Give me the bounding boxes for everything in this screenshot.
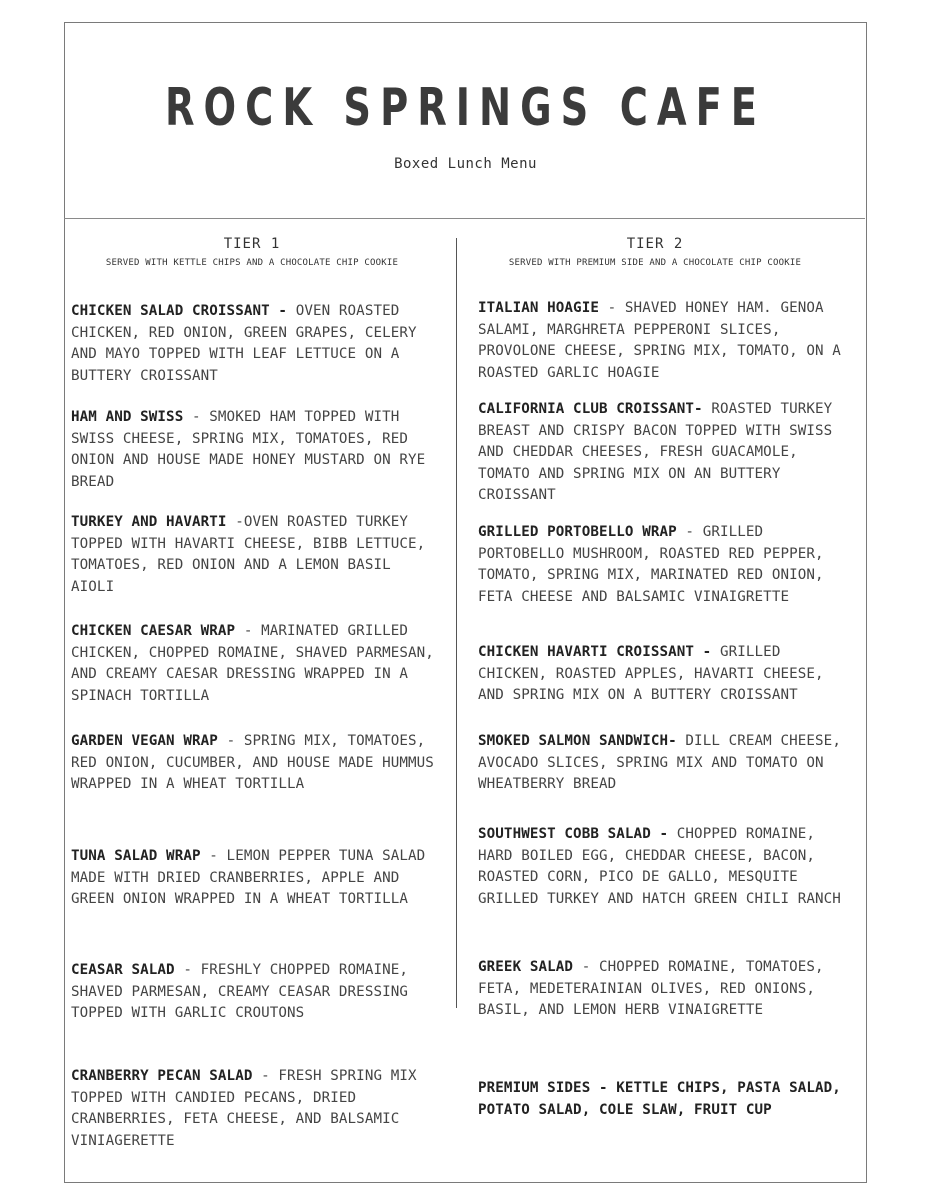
tier1-item <box>71 1066 441 1152</box>
item-description: - GRILLED PORTOBELLO MUSHROOM, ROASTED RED PEPPER, TOMATO, SPRING MIX, MARINATED RED ONION, FETA CHEESE AND BALSAMIC VINAIGRETTE <box>478 524 824 605</box>
item-description: - CHOPPED ROMAINE, TOMATOES, FETA, MEDETERAINIAN OLIVES, RED ONIONS, BASIL, AND LEMON HERB VINAIGRETTE <box>478 959 824 1019</box>
item-name: SOUTHWEST COBB SALAD - <box>478 826 669 842</box>
item-description: - SMOKED HAM TOPPED WITH SWISS CHEESE, SPRING MIX, TOMATOES, RED ONION AND HOUSE MADE HONEY MUSTARD ON RYE BREAD <box>71 409 426 490</box>
item-description: -OVEN ROASTED TURKEY TOPPED WITH HAVARTI CHEESE, BIBB LETTUCE, TOMATOES, RED ONION AND A LEMON BASIL AIOLI <box>71 514 426 595</box>
tier1-item <box>71 731 441 796</box>
item-description: GRILLED CHICKEN, ROASTED APPLES, HAVARTI CHEESE, AND SPRING MIX ON A BUTTERY CROISSANT <box>478 644 824 704</box>
tier2-title: TIER 2 <box>626 236 684 252</box>
tier1-item <box>71 621 441 707</box>
item-name: CEASAR SALAD <box>71 962 175 978</box>
tier2-description: SERVED WITH PREMIUM SIDE AND A CHOCOLATE CHIP COOKIE <box>508 258 802 268</box>
item-name: GARDEN VEGAN WRAP <box>71 733 218 749</box>
item-name: SMOKED SALMON SANDWICH- <box>478 733 677 749</box>
tier2-item <box>478 824 856 910</box>
tier2-item <box>478 399 856 507</box>
item-description: - SHAVED HONEY HAM. GENOA SALAMI, MARGHRETA PEPPERONI SLICES, PROVOLONE CHEESE, SPRING MIX, TOMATO, ON A ROASTED GARLIC HOAGIE <box>478 300 841 381</box>
item-name: ITALIAN HOAGIE <box>478 300 599 316</box>
item-name: CHICKEN HAVARTI CROISSANT - <box>478 644 712 660</box>
item-description: - MARINATED GRILLED CHICKEN, CHOPPED ROMAINE, SHAVED PARMESAN, AND CREAMY CAESAR DRESSING WRAPPED IN A SPINACH TORTILLA <box>71 623 434 704</box>
item-name: GREEK SALAD <box>478 959 574 975</box>
item-description: DILL CREAM CHEESE, AVOCADO SLICES, SPRING MIX AND TOMATO ON WHEATBERRY BREAD <box>478 733 841 793</box>
page-subtitle: Boxed Lunch Menu <box>394 156 537 172</box>
tier1-title: TIER 1 <box>223 236 281 252</box>
page-title: ROCK SPRINGS CAFE <box>164 78 767 138</box>
item-name: CALIFORNIA CLUB CROISSANT- <box>478 401 703 417</box>
item-name: TUNA SALAD WRAP <box>71 848 201 864</box>
tier1-item <box>71 512 441 598</box>
item-description: - SPRING MIX, TOMATOES, RED ONION, CUCUMBER, AND HOUSE MADE HUMMUS WRAPPED IN A WHEAT TORTILLA <box>71 733 434 793</box>
item-description: - LEMON PEPPER TUNA SALAD MADE WITH DRIED CRANBERRIES, APPLE AND GREEN ONION WRAPPED IN A WHEAT TORTILLA <box>71 848 426 908</box>
item-description: ROASTED TURKEY BREAST AND CRISPY BACON TOPPED WITH SWISS AND CHEDDAR CHEESES, FRESH GUACAMOLE, TOMATO AND SPRING MIX ON AN BUTTERY CROISSANT <box>478 401 833 504</box>
item-description: - FRESH SPRING MIX TOPPED WITH CANDIED PECANS, DRIED CRANBERRIES, FETA CHEESE, AND BALSAMIC VINIAGERETTE <box>71 1068 417 1149</box>
tier1-item <box>71 301 441 387</box>
item-description: - FRESHLY CHOPPED ROMAINE, SHAVED PARMESAN, CREAMY CEASAR DRESSING TOPPED WITH GARLIC CROUTONS <box>71 962 409 1022</box>
tier2-item <box>478 957 856 1022</box>
tier2-item <box>478 731 856 796</box>
header-divider <box>64 218 865 219</box>
item-name: GRILLED PORTOBELLO WRAP <box>478 524 677 540</box>
tier2-header <box>470 236 840 268</box>
item-description: OVEN ROASTED CHICKEN, RED ONION, GREEN GRAPES, CELERY AND MAYO TOPPED WITH LEAF LETTUCE ON A BUTTERY CROISSANT <box>71 303 417 384</box>
tier2-item <box>478 298 856 384</box>
tier1-item <box>71 846 441 911</box>
tier1-item <box>71 407 441 493</box>
item-description: CHOPPED ROMAINE, HARD BOILED EGG, CHEDDAR CHEESE, BACON, ROASTED CORN, PICO DE GALLO, MESQUITE GRILLED TURKEY AND HATCH GREEN CHILI RANCH <box>478 826 841 907</box>
tier2-item <box>478 522 856 608</box>
premium-sides: PREMIUM SIDES - KETTLE CHIPS, PASTA SALAD, POTATO SALAD, COLE SLAW, FRUIT CUP <box>478 1080 841 1118</box>
tier1-header <box>64 236 440 268</box>
item-name: TURKEY AND HAVARTI <box>71 514 227 530</box>
column-divider <box>456 238 457 1008</box>
tier2-item <box>478 642 856 707</box>
item-name: CHICKEN SALAD CROISSANT - <box>71 303 288 319</box>
item-name: HAM AND SWISS <box>71 409 184 425</box>
item-name: CRANBERRY PECAN SALAD <box>71 1068 253 1084</box>
tier1-description: SERVED WITH KETTLE CHIPS AND A CHOCOLATE CHIP COOKIE <box>105 258 399 268</box>
item-name: CHICKEN CAESAR WRAP <box>71 623 236 639</box>
tier1-item <box>71 960 441 1025</box>
